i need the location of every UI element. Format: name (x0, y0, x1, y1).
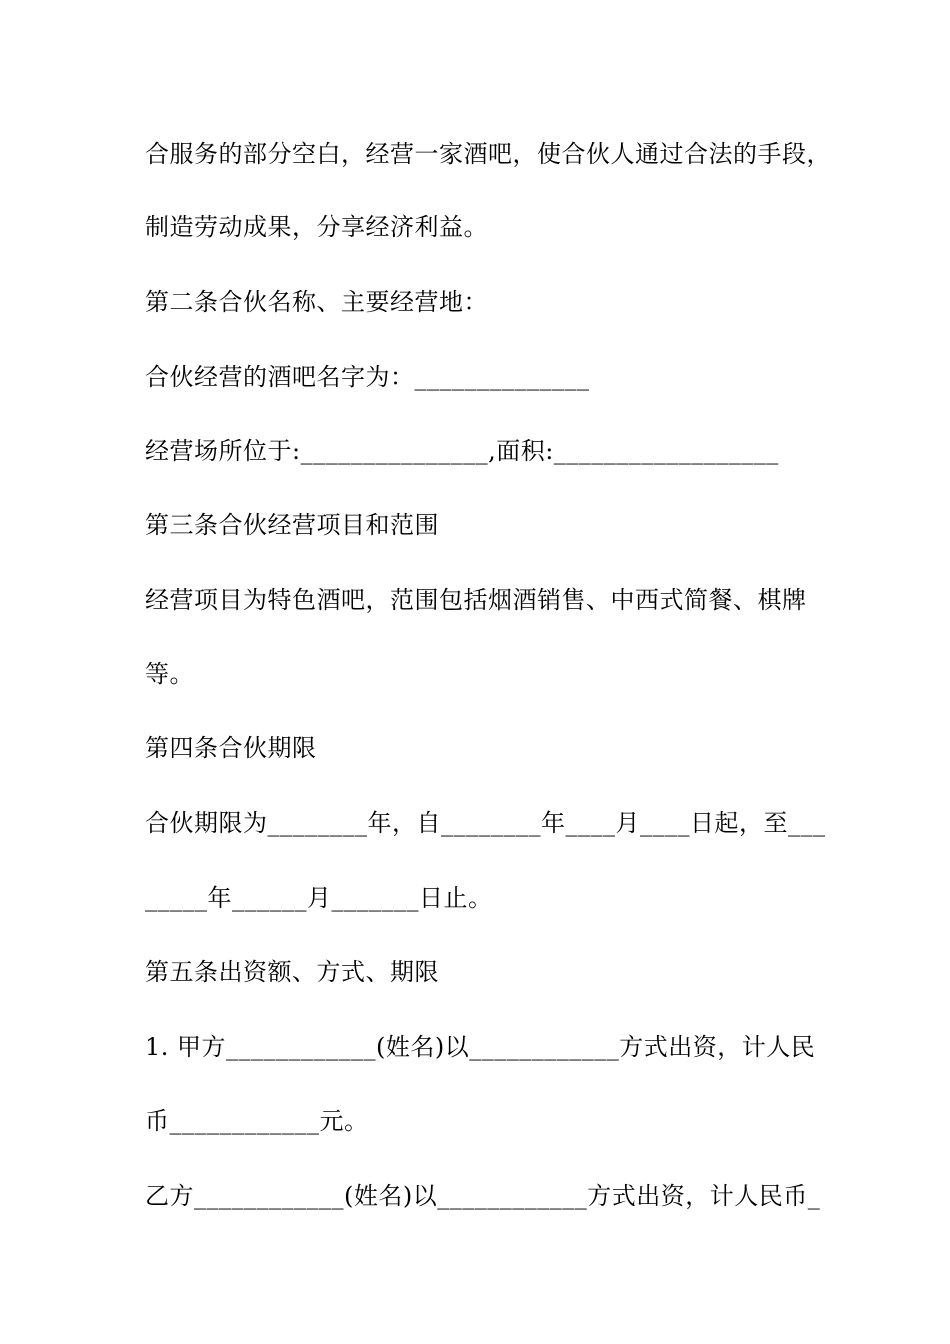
paragraph-line: 等。 (145, 660, 194, 688)
paragraph-line: 1. 甲方____________(姓名)以____________方式出资，计人民 (145, 1033, 816, 1061)
paragraph-line: 合服务的部分空白，经营一家酒吧，使合伙人通过合法的手段， (145, 140, 831, 168)
section-heading: 第二条合伙名称、主要经营地： (145, 288, 488, 316)
paragraph-line: 乙方____________(姓名)以____________方式出资，计人民币_ (145, 1182, 821, 1210)
paragraph-line: 制造劳动成果，分享经济利益。 (145, 213, 488, 241)
paragraph-line: 经营项目为特色酒吧，范围包括烟酒销售、中西式简餐、棋牌 (145, 586, 807, 614)
paragraph-line: 合伙经营的酒吧名字为：______________ (145, 363, 590, 391)
paragraph-line: 经营场所位于:_______________,面积:__________________ (145, 437, 779, 465)
section-heading: 第四条合伙期限 (145, 734, 317, 762)
paragraph-line: _____年______月_______日止。 (145, 884, 493, 912)
paragraph-line: 币____________元。 (145, 1107, 369, 1135)
section-heading: 第五条出资额、方式、期限 (145, 958, 439, 986)
paragraph-line: 合伙期限为________年，自________年____月____日起，至___ (145, 809, 826, 837)
section-heading: 第三条合伙经营项目和范围 (145, 511, 439, 539)
